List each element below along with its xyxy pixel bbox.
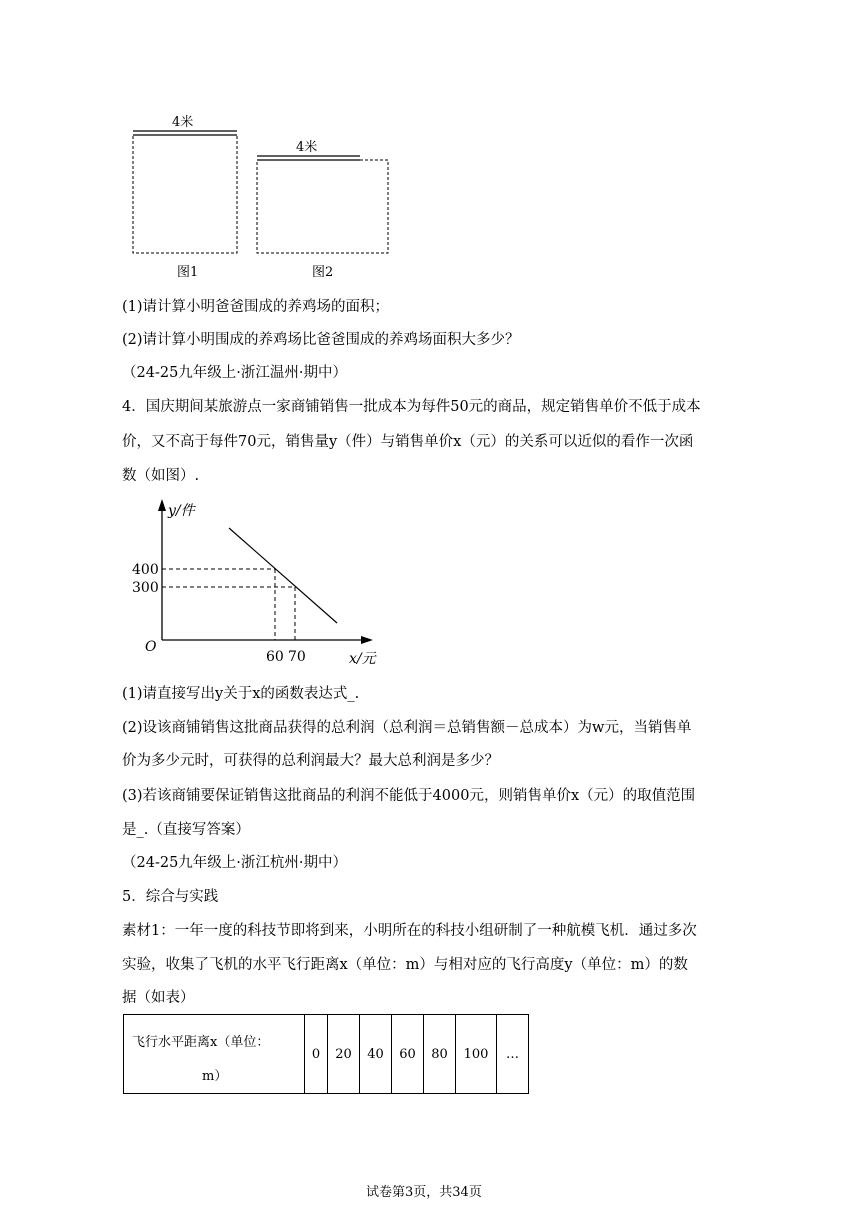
q4-sub1: (1)请直接写出y关于x的函数表达式_. [122, 686, 360, 702]
q4-line1: 4．国庆期间某旅游点一家商铺销售一批成本为每件50元的商品，规定销售单价不低于成本 [122, 399, 701, 415]
q5-line3: 据（如表） [122, 990, 195, 1006]
q4-line2: 价，又不高于每件70元，销售量y（件）与销售单价x（元）的关系可以近似的看作一次函 [122, 434, 694, 450]
table-cell: 80 [424, 1015, 456, 1094]
y-tick-400: 400 [132, 562, 159, 578]
function-line [229, 528, 337, 623]
q3-sub2: (2)请计算小明围成的养鸡场比爸爸围成的养鸡场面积大多少？ [122, 332, 520, 348]
table-header-cell [124, 1015, 305, 1094]
y-axis-arrow [158, 499, 166, 511]
q4-source: （24-25九年级上·浙江温州·期中） [122, 365, 348, 381]
sales-graph [125, 495, 390, 670]
q3-sub1: (1)请计算小明爸爸围成的养鸡场的面积； [122, 299, 390, 315]
q5-line2: 实验，收集了飞机的水平飞行距离x（单位：m）与相对应的飞行高度y（单位：m）的数 [122, 957, 688, 973]
q5-line1: 素材1：一年一度的科技节即将到来，小明所在的科技小组研制了一种航模飞机．通过多次 [122, 923, 697, 939]
table-cell: 0 [305, 1015, 328, 1094]
fig2-top-label: 4米 [296, 140, 318, 155]
table-cell: 40 [360, 1015, 392, 1094]
fig1-top-label: 4米 [172, 115, 194, 130]
enclosure-figures [120, 110, 410, 285]
table-cell: 20 [328, 1015, 360, 1094]
q5-source: （24-25九年级上·浙江杭州·期中） [122, 855, 348, 871]
fig1-fence [133, 135, 237, 253]
x-tick-70: 70 [288, 649, 306, 665]
q4-line3: 数（如图）. [122, 468, 200, 484]
x-tick-60: 60 [266, 649, 284, 665]
fig2-caption: 图2 [312, 265, 334, 280]
q4-sub3-line1: (3)若该商铺要保证销售这批商品的利润不能低于4000元，则销售单价x（元）的取值范围 [122, 788, 696, 804]
q4-sub3-line2: 是_.（直接写答案） [122, 822, 250, 838]
table-row [124, 1015, 529, 1094]
table-header-line2: m） [202, 1069, 228, 1084]
x-axis-arrow [361, 636, 373, 644]
table-cell: 100 [456, 1015, 497, 1094]
q4-sub2-line2: 价为多少元时，可获得的总利润最大？最大总利润是多少？ [122, 753, 499, 769]
q4-sub2-line1: (2)设该商铺销售这批商品获得的总利润（总利润＝总销售额－总成本）为w元，当销售单 [122, 720, 692, 736]
q5-title: 5．综合与实践 [122, 889, 219, 905]
table-cell: … [497, 1015, 529, 1094]
y-tick-300: 300 [132, 580, 159, 596]
origin-label: O [145, 639, 157, 655]
fig2-fence [257, 160, 388, 253]
x-axis-label: x/元 [349, 651, 376, 667]
flight-data-table [123, 1014, 529, 1094]
table-cell: 60 [392, 1015, 424, 1094]
fig1-caption: 图1 [177, 265, 199, 280]
table-header-line1: 飞行水平距离x（单位： [132, 1035, 270, 1050]
y-axis-label: y/件 [168, 503, 195, 519]
page-footer: 试卷第3页，共34页 [366, 1185, 482, 1200]
